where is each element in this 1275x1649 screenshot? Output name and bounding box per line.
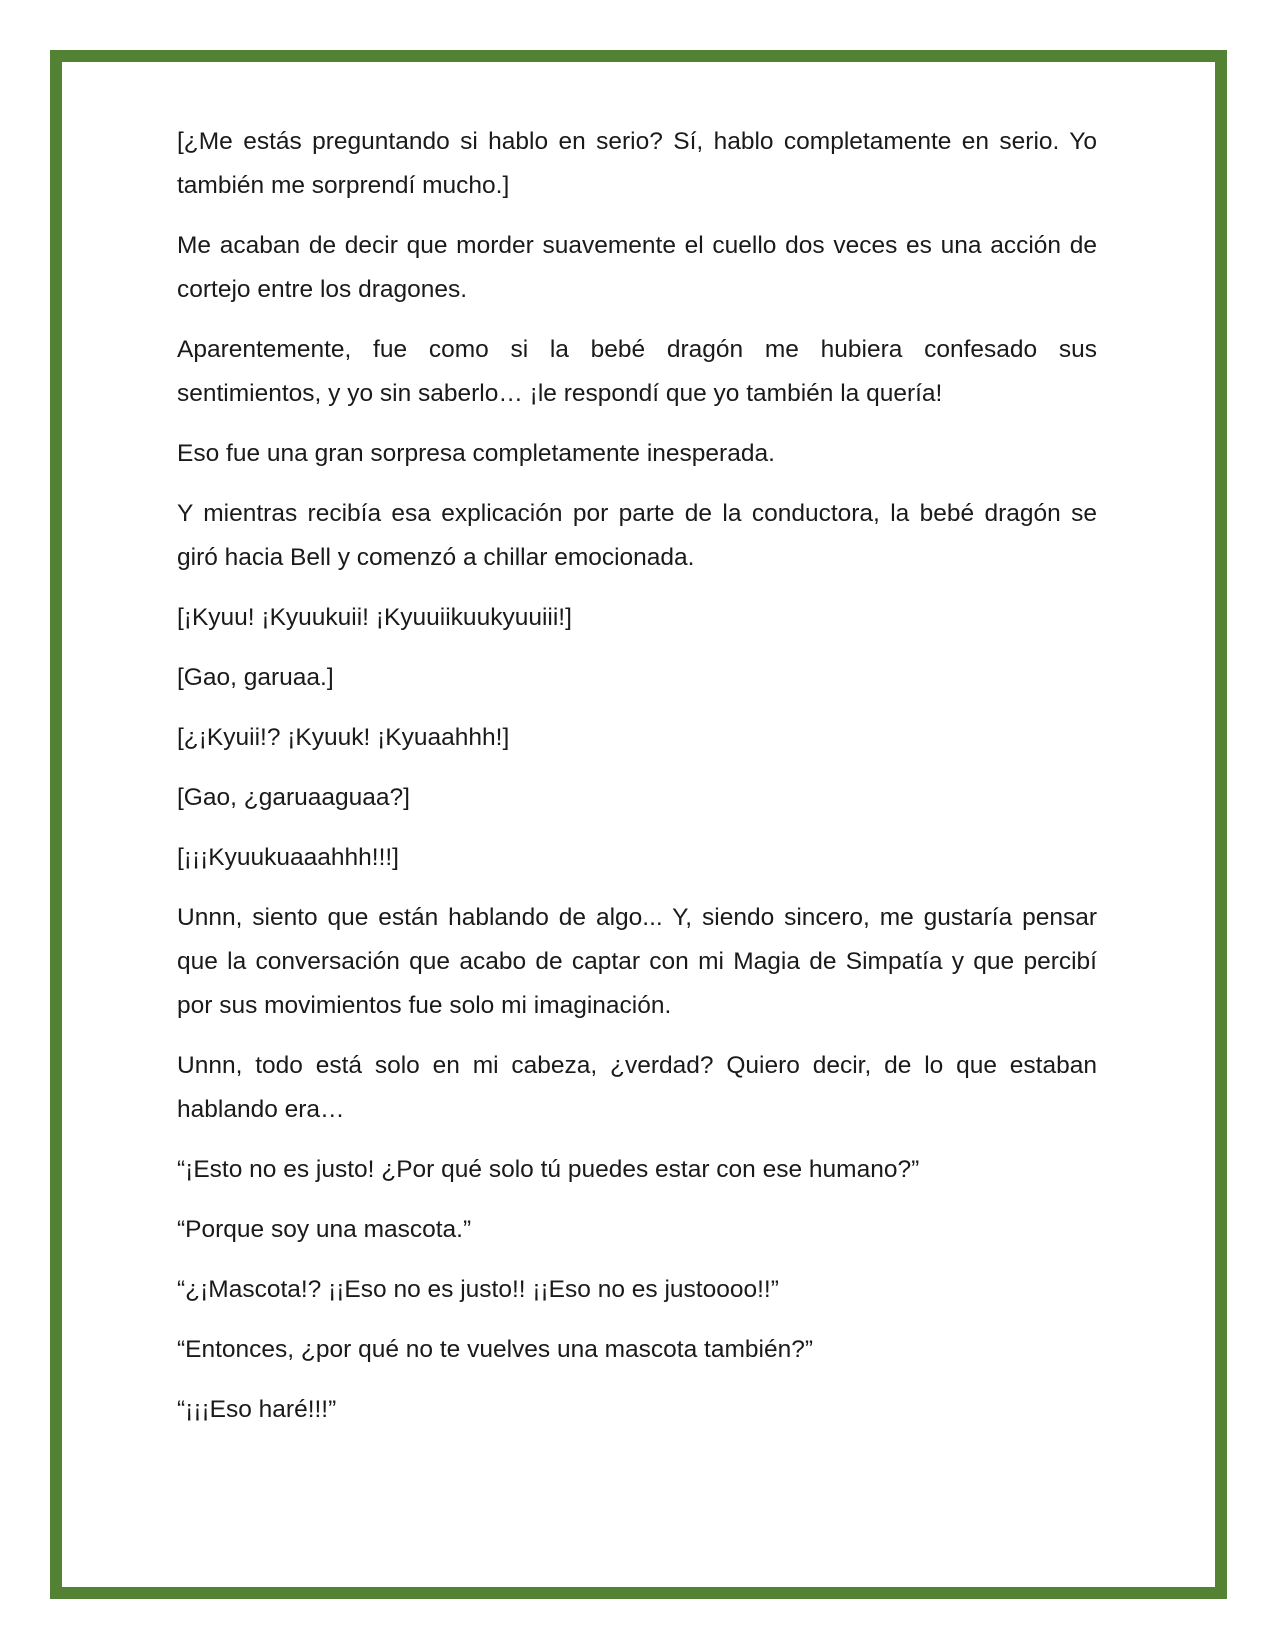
paragraph-17: “¡¡¡Eso haré!!!” [177, 1396, 337, 1423]
paragraph-13: “¡Esto no es justo! ¿Por qué solo tú puedes estar con ese humano?” [177, 1156, 920, 1183]
paragraph-5: Y mientras recibía esa explicación por parte de la conductora, la bebé dragón se giró hacia Bell y comenzó a chillar emocionada. [177, 500, 1097, 571]
paragraph-8: [¿¡Kyuii!? ¡Kyuuk! ¡Kyuaahhh!] [177, 724, 510, 751]
paragraph-15: “¿¡Mascota!? ¡¡Eso no es justo!! ¡¡Eso no es justoooo!!” [177, 1276, 779, 1303]
paragraph-9: [Gao, ¿garuaaguaa?] [177, 784, 410, 811]
paragraph-11: Unnn, siento que están hablando de algo... Y, siendo sincero, me gustaría pensar que la conversación que acabo de captar con mi Magia de Simpatía y que percibí por sus movimientos fue solo mi imaginación. [177, 904, 1097, 1019]
paragraph-6: [¡Kyuu! ¡Kyuukuii! ¡Kyuuiikuukyuuiii!] [177, 604, 572, 631]
paragraph-12: Unnn, todo está solo en mi cabeza, ¿verdad? Quiero decir, de lo que estaban hablando era… [177, 1052, 1097, 1123]
paragraph-3: Aparentemente, fue como si la bebé dragón me hubiera confesado sus sentimientos, y yo sin saberlo… ¡le respondí que yo también la quería! [177, 336, 1097, 407]
paragraph-1: [¿Me estás preguntando si hablo en serio? Sí, hablo completamente en serio. Yo también me sorprendí mucho.] [177, 128, 1097, 199]
paragraph-10: [¡¡¡Kyuukuaaahhh!!!] [177, 844, 399, 871]
paragraph-2: Me acaban de decir que morder suavemente el cuello dos veces es una acción de cortejo entre los dragones. [177, 232, 1097, 303]
paragraph-4: Eso fue una gran sorpresa completamente inesperada. [177, 440, 775, 467]
document-body [177, 120, 1097, 1448]
paragraph-16: “Entonces, ¿por qué no te vuelves una mascota también?” [177, 1336, 813, 1363]
paragraph-7: [Gao, garuaa.] [177, 664, 334, 691]
paragraph-14: “Porque soy una mascota.” [177, 1216, 472, 1243]
